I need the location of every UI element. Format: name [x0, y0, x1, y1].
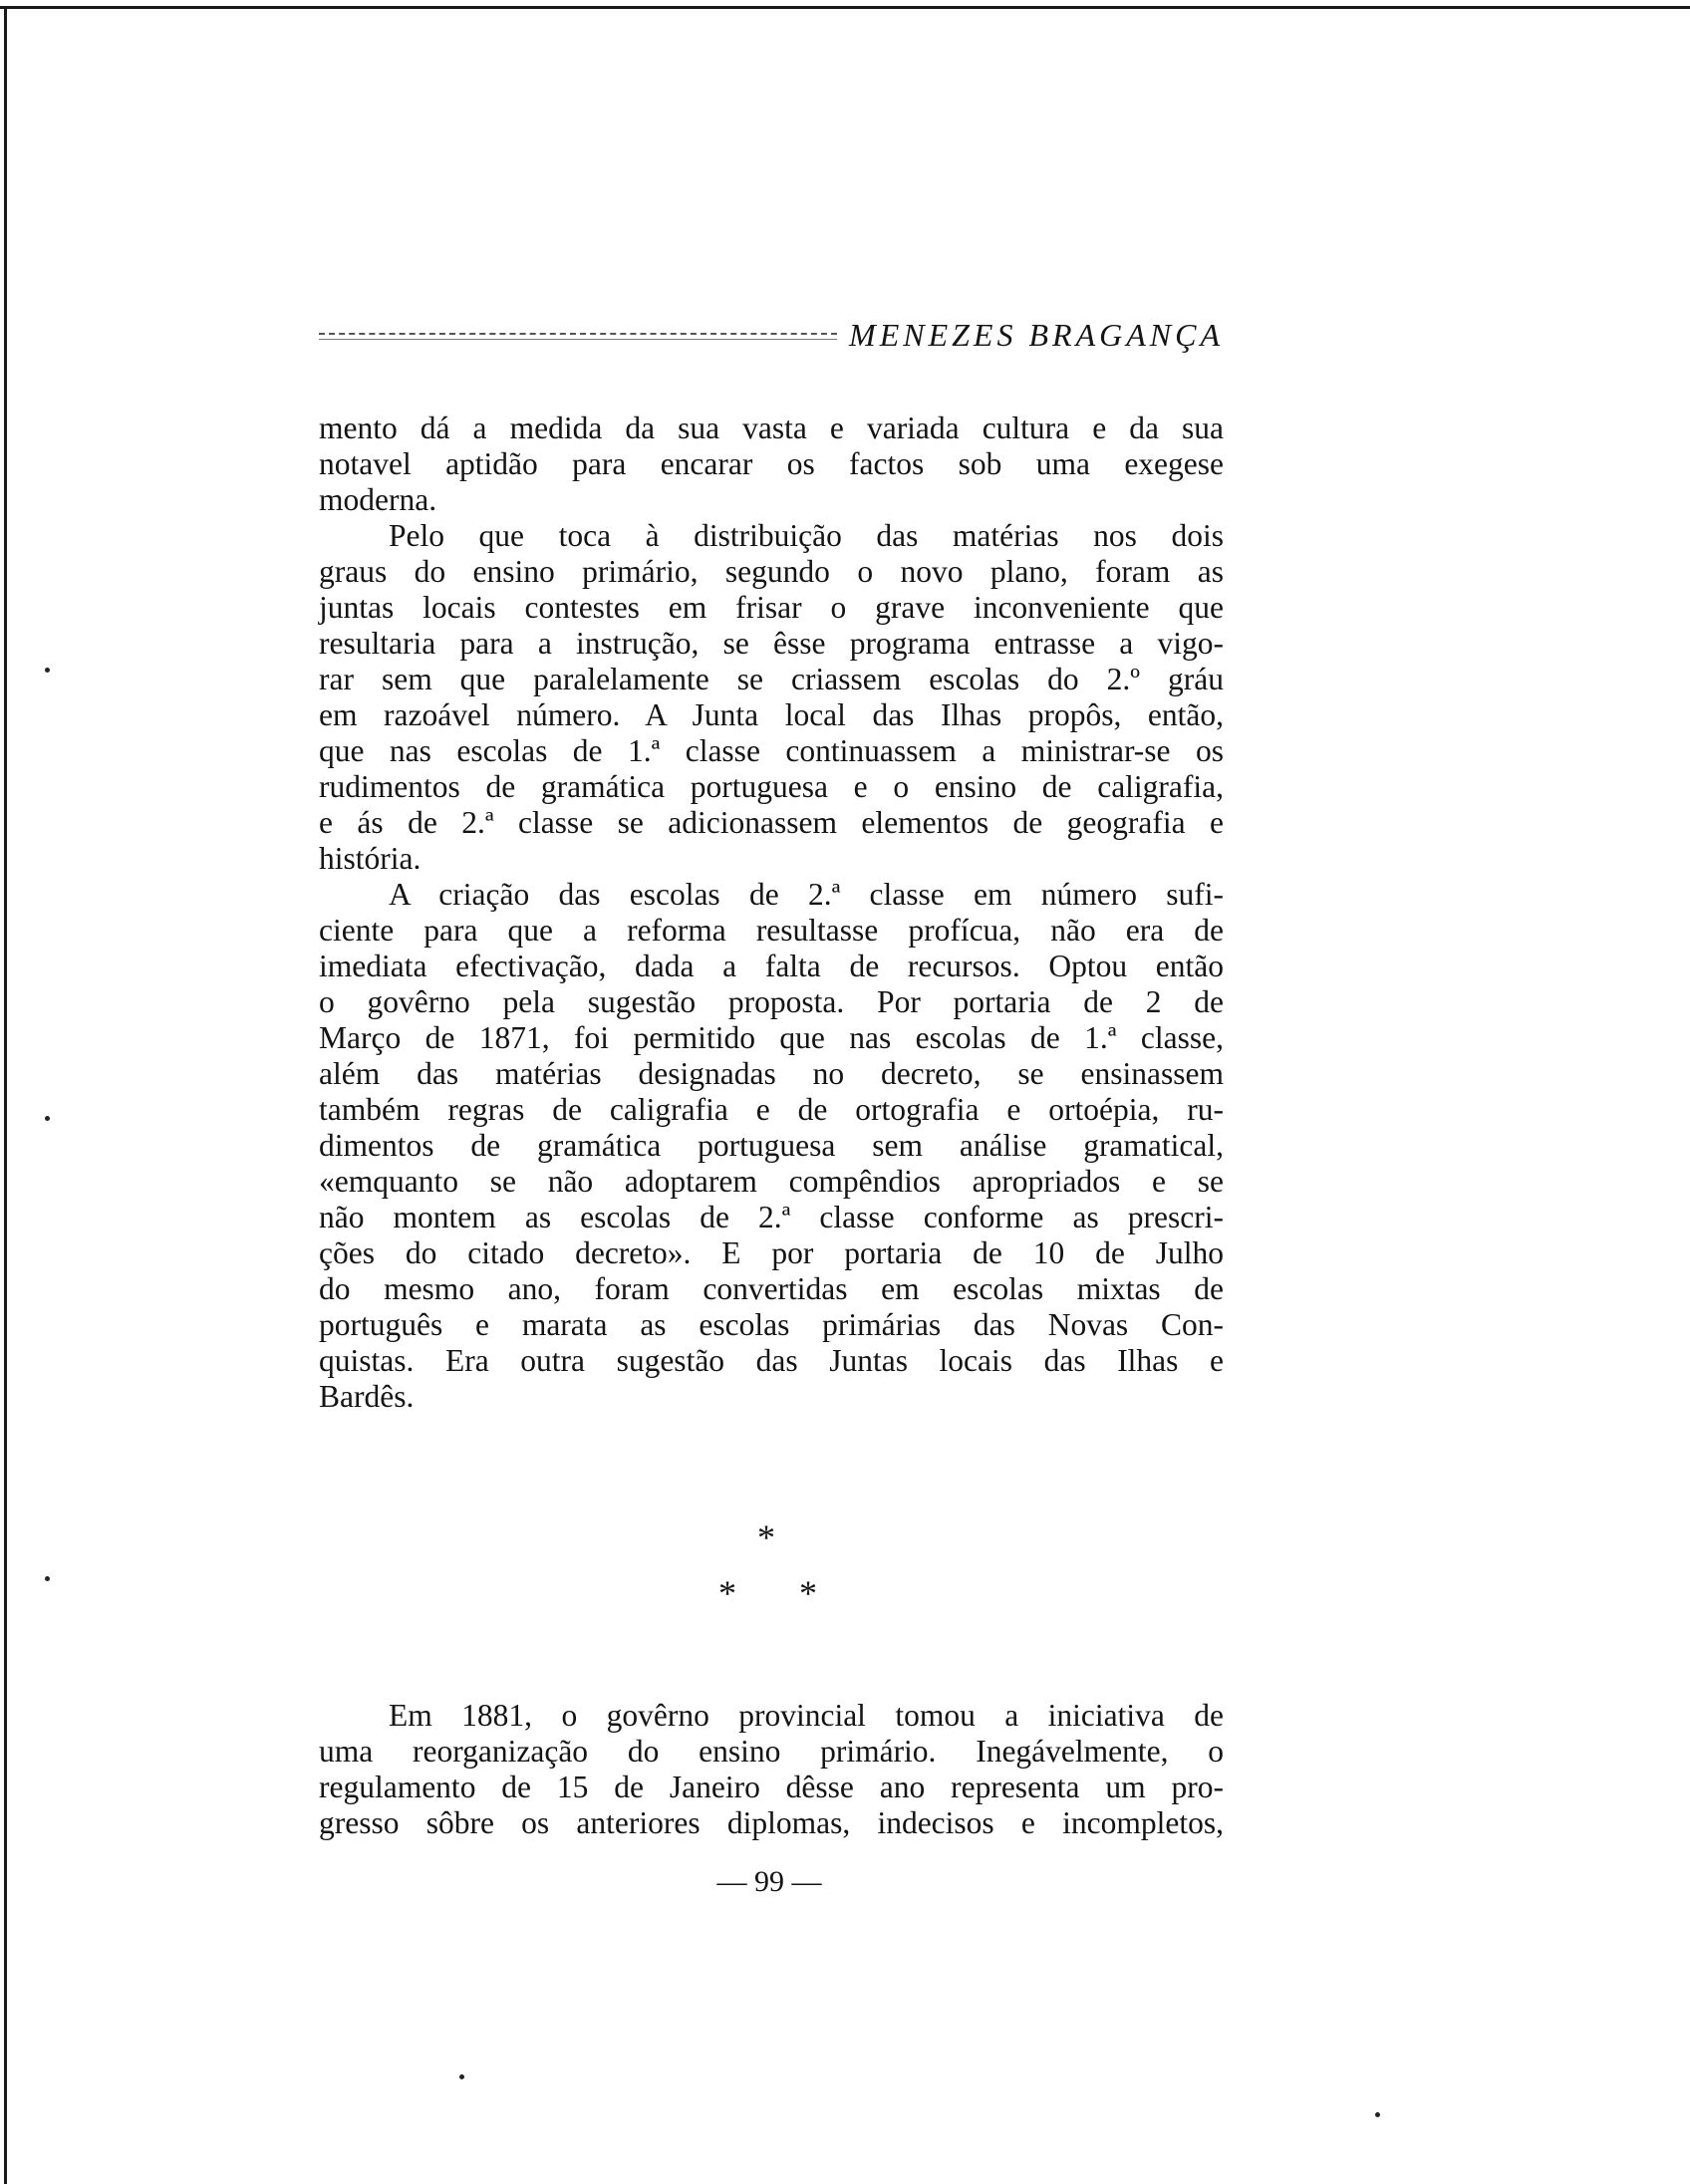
asterism-star-bottom-right: *: [799, 1573, 817, 1613]
text-line: não montem as escolas de 2.ª classe conforme as prescri-: [319, 1200, 1224, 1234]
text-line: quistas. Era outra sugestão das Juntas locais das Ilhas e: [319, 1343, 1224, 1378]
text-line: graus do ensino primário, segundo o novo plano, foram as: [319, 554, 1224, 589]
text-line: além das matérias designadas no decreto, se ensinassem: [319, 1056, 1224, 1091]
scan-speck: [45, 1576, 50, 1581]
page-number: — 99 —: [716, 1865, 822, 1898]
main-text-continued: [319, 1698, 1224, 1841]
text-line: rar sem que paralelamente se criassem escolas do 2.º gráu: [319, 662, 1224, 696]
scan-speck: [45, 668, 50, 673]
text-line: regulamento de 15 de Janeiro dêsse ano representa um pro-: [319, 1770, 1224, 1804]
text-line: moderna.: [319, 482, 437, 517]
text-line: português e marata as escolas primárias das Novas Con-: [319, 1307, 1224, 1342]
text-line: Pelo que toca à distribuição das matérias nos dois: [389, 518, 1224, 553]
text-line: Março de 1871, foi permitido que nas escolas de 1.ª classe,: [319, 1020, 1224, 1055]
page-header: [319, 317, 1224, 357]
text-line: ciente para que a reforma resultasse profícua, não era de: [319, 913, 1224, 948]
text-line: resultaria para a instrução, se êsse programa entrasse a vigo-: [319, 626, 1224, 661]
text-line: e ás de 2.ª classe se adicionassem elementos de geografia e: [319, 805, 1224, 840]
text-line: Em 1881, o govêrno provincial tomou a iniciativa de: [389, 1698, 1224, 1733]
page-frame-top-edge: [0, 6, 1690, 9]
main-text: [319, 410, 1224, 1415]
scan-speck: [459, 2074, 464, 2079]
text-line: mento dá a medida da sua vasta e variada cultura e da sua: [319, 410, 1224, 445]
text-line: dimentos de gramática portuguesa sem análise gramatical,: [319, 1128, 1224, 1163]
text-line: história.: [319, 841, 422, 876]
text-line: o govêrno pela sugestão proposta. Por portaria de 2 de: [319, 984, 1224, 1019]
text-line: rudimentos de gramática portuguesa e o ensino de caligrafia,: [319, 769, 1224, 804]
text-line: que nas escolas de 1.ª classe continuassem a ministrar-se os: [319, 733, 1224, 768]
text-line: notavel aptidão para encarar os factos sob uma exegese: [319, 446, 1224, 481]
page-frame-left-edge: [4, 6, 7, 2184]
text-line: juntas locais contestes em frisar o grave inconveniente que: [319, 590, 1224, 625]
text-line: do mesmo ano, foram convertidas em escolas mixtas de: [319, 1271, 1224, 1306]
text-line: A criação das escolas de 2.ª classe em número sufi-: [389, 877, 1224, 912]
header-rule-secondary: [319, 339, 837, 340]
text-line: também regras de caligrafia e de ortografia e ortoépia, ru-: [319, 1092, 1224, 1127]
text-line: uma reorganização do ensino primário. Inegávelmente, o: [319, 1734, 1224, 1769]
text-line: gresso sôbre os anteriores diplomas, indecisos e incompletos,: [319, 1805, 1224, 1840]
header-rule: [319, 333, 837, 335]
scan-speck: [45, 1116, 50, 1121]
scan-speck: [1375, 2112, 1380, 2117]
text-line: «emquanto se não adoptarem compêndios apropriados e se: [319, 1164, 1224, 1199]
text-line: imediata efectivação, dada a falta de recursos. Optou então: [319, 949, 1224, 983]
running-head: MENEZES BRAGANÇA: [849, 317, 1224, 353]
asterism-star-top: *: [757, 1517, 775, 1557]
text-line: em razoável número. A Junta local das Ilhas propôs, então,: [319, 697, 1224, 732]
asterism-star-bottom-left: *: [718, 1573, 736, 1613]
text-line: ções do citado decreto». E por portaria de 10 de Julho: [319, 1235, 1224, 1270]
text-line: Bardês.: [319, 1379, 415, 1414]
